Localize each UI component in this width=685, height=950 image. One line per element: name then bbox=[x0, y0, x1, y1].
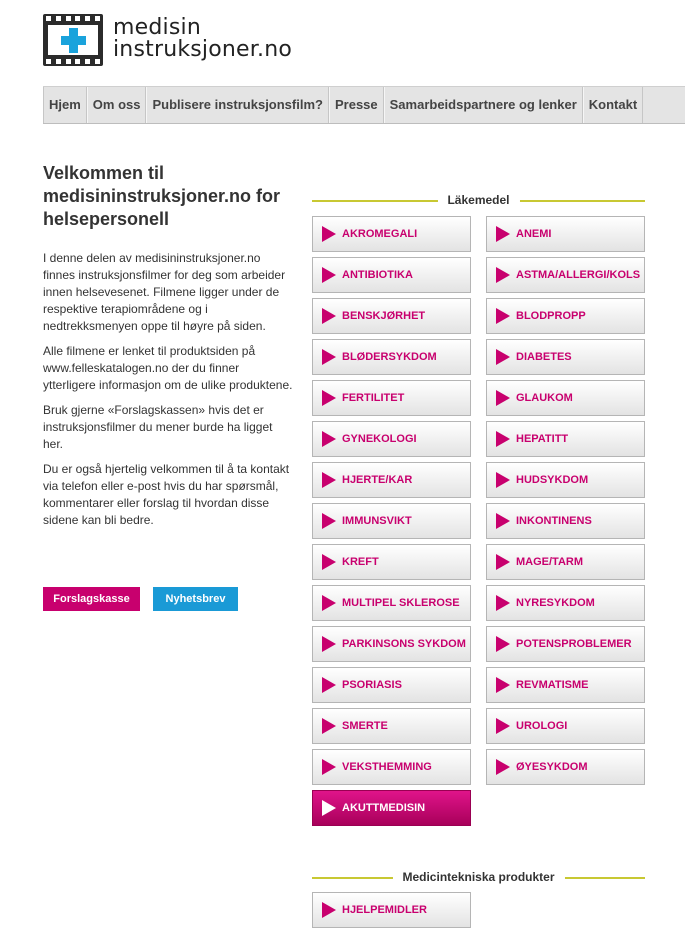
category-label: HEPATITT bbox=[516, 433, 569, 445]
category-button[interactable] bbox=[486, 462, 645, 498]
category-button[interactable] bbox=[312, 380, 471, 416]
category-button[interactable] bbox=[312, 892, 471, 928]
nav-item-kontakt[interactable]: Kontakt bbox=[583, 87, 643, 123]
play-arrow-icon bbox=[322, 513, 336, 529]
category-button[interactable] bbox=[312, 708, 471, 744]
lakemedel-category-grid bbox=[312, 216, 645, 826]
category-label: BLODPROPP bbox=[516, 310, 586, 322]
category-button[interactable] bbox=[312, 257, 471, 293]
page-title: Velkommen til medisininstruksjoner.no for helsepersonell bbox=[43, 163, 281, 229]
category-label: INKONTINENS bbox=[516, 515, 592, 527]
play-arrow-icon bbox=[496, 513, 510, 529]
category-button[interactable] bbox=[312, 298, 471, 334]
category-button[interactable] bbox=[486, 380, 645, 416]
logo-text bbox=[113, 17, 292, 61]
category-label: HUDSYKDOM bbox=[516, 474, 589, 486]
play-arrow-icon bbox=[322, 390, 336, 406]
medtech-category-grid bbox=[312, 892, 471, 928]
category-button[interactable] bbox=[312, 626, 471, 662]
category-button[interactable] bbox=[312, 462, 471, 498]
nav-item-om-oss[interactable]: Om oss bbox=[87, 87, 147, 123]
film-medical-cross-icon bbox=[43, 14, 103, 66]
play-arrow-icon bbox=[322, 226, 336, 242]
category-button[interactable] bbox=[312, 503, 471, 539]
play-arrow-icon bbox=[322, 472, 336, 488]
category-button[interactable] bbox=[312, 790, 471, 826]
play-arrow-icon bbox=[496, 349, 510, 365]
intro-paragraph-2: Alle filmene er lenket til produktsiden på www.felleskatalogen.no der du finner ytterligere informasjon om de ulike produktene. bbox=[43, 344, 293, 392]
category-button[interactable] bbox=[312, 339, 471, 375]
logo-line-1: medisin bbox=[113, 15, 201, 40]
intro-paragraph-3: Bruk gjerne «Forslagskassen» hvis det er instruksjonsfilmer du mener burde ha ligget her. bbox=[43, 403, 273, 451]
category-label: VEKSTHEMMING bbox=[342, 761, 432, 773]
category-button[interactable] bbox=[486, 216, 645, 252]
category-label: POTENSPROBLEMER bbox=[516, 638, 632, 650]
category-label: PARKINSONS SYKDOM bbox=[342, 638, 466, 650]
play-arrow-icon bbox=[496, 759, 510, 775]
category-label: HJELPEMIDLER bbox=[342, 904, 427, 916]
category-button[interactable] bbox=[486, 749, 645, 785]
play-arrow-icon bbox=[496, 390, 510, 406]
play-arrow-icon bbox=[322, 636, 336, 652]
category-button[interactable] bbox=[486, 708, 645, 744]
category-label: GYNEKOLOGI bbox=[342, 433, 417, 445]
play-arrow-icon bbox=[496, 226, 510, 242]
category-button[interactable] bbox=[312, 585, 471, 621]
play-arrow-icon bbox=[322, 677, 336, 693]
play-arrow-icon bbox=[322, 718, 336, 734]
play-arrow-icon bbox=[496, 595, 510, 611]
nav-item-publisere[interactable]: Publisere instruksjonsfilm? bbox=[146, 87, 329, 123]
play-arrow-icon bbox=[496, 718, 510, 734]
category-label: ASTMA/ALLERGI/KOLS bbox=[516, 269, 641, 281]
nav-item-presse[interactable]: Presse bbox=[329, 87, 384, 123]
play-arrow-icon bbox=[322, 349, 336, 365]
play-arrow-icon bbox=[322, 308, 336, 324]
category-button[interactable] bbox=[486, 339, 645, 375]
play-arrow-icon bbox=[496, 308, 510, 324]
play-arrow-icon bbox=[322, 902, 336, 918]
main-nav bbox=[43, 86, 685, 124]
category-label: AKUTTMEDISIN bbox=[342, 802, 426, 814]
category-label: HJERTE/KAR bbox=[342, 474, 413, 486]
category-label: ANEMI bbox=[516, 228, 552, 240]
medtech-heading bbox=[312, 869, 645, 885]
category-button[interactable] bbox=[312, 421, 471, 457]
category-label: BLØDERSYKDOM bbox=[342, 351, 437, 363]
newsletter-button[interactable]: Nyhetsbrev bbox=[153, 587, 238, 611]
category-label: SMERTE bbox=[342, 720, 388, 732]
category-button[interactable] bbox=[312, 749, 471, 785]
medtech-heading-label: Medicintekniska produkter bbox=[392, 869, 564, 885]
category-button[interactable] bbox=[312, 216, 471, 252]
category-label: MAGE/TARM bbox=[516, 556, 584, 568]
suggestion-box-button[interactable]: Forslagskasse bbox=[43, 587, 140, 611]
category-label: AKROMEGALI bbox=[342, 228, 418, 240]
lakemedel-heading bbox=[312, 192, 645, 208]
category-label: UROLOGI bbox=[516, 720, 568, 732]
category-label: KREFT bbox=[342, 556, 379, 568]
play-arrow-icon bbox=[496, 636, 510, 652]
play-arrow-icon bbox=[322, 267, 336, 283]
category-button[interactable] bbox=[486, 544, 645, 580]
category-label: MULTIPEL SKLEROSE bbox=[342, 597, 460, 609]
play-arrow-icon bbox=[322, 595, 336, 611]
play-arrow-icon bbox=[322, 759, 336, 775]
category-label: ØYESYKDOM bbox=[516, 761, 588, 773]
nav-item-samarbeidspartnere[interactable]: Samarbeidspartnere og lenker bbox=[384, 87, 583, 123]
category-label: DIABETES bbox=[516, 351, 572, 363]
category-button[interactable] bbox=[486, 626, 645, 662]
play-arrow-icon bbox=[322, 800, 336, 816]
logo-line-2: instruksjoner.no bbox=[113, 37, 293, 62]
play-arrow-icon bbox=[322, 431, 336, 447]
category-label: FERTILITET bbox=[342, 392, 405, 404]
category-label: PSORIASIS bbox=[342, 679, 402, 691]
category-label: REVMATISME bbox=[516, 679, 589, 691]
category-label: IMMUNSVIKT bbox=[342, 515, 412, 527]
category-button[interactable] bbox=[486, 503, 645, 539]
lakemedel-heading-label: Läkemedel bbox=[437, 192, 519, 208]
category-button[interactable] bbox=[486, 257, 645, 293]
category-label: NYRESYKDOM bbox=[516, 597, 595, 609]
play-arrow-icon bbox=[496, 267, 510, 283]
category-label: ANTIBIOTIKA bbox=[342, 269, 413, 281]
intro-paragraph-1: I denne delen av medisininstruksjoner.no finnes instruksjonsfilmer for deg som arbeider innen helsevesenet. Filmene ligger under de respektive terapiområdene og i nedtrekksmenyen oppe til høyre på siden. bbox=[43, 251, 286, 333]
category-button[interactable] bbox=[312, 667, 471, 703]
category-button[interactable] bbox=[486, 421, 645, 457]
nav-item-hjem[interactable]: Hjem bbox=[43, 87, 87, 123]
play-arrow-icon bbox=[496, 677, 510, 693]
play-arrow-icon bbox=[496, 431, 510, 447]
play-arrow-icon bbox=[496, 554, 510, 570]
category-label: GLAUKOM bbox=[516, 392, 573, 404]
category-button[interactable] bbox=[486, 667, 645, 703]
intro-paragraph-4: Du er også hjertelig velkommen til å ta kontakt via telefon eller e-post hvis du har spørsmål, kommentarer eller forslag til hvordan disse sidene kan bli bedre. bbox=[43, 462, 290, 527]
category-button[interactable] bbox=[486, 585, 645, 621]
play-arrow-icon bbox=[322, 554, 336, 570]
category-button[interactable] bbox=[486, 298, 645, 334]
intro-text bbox=[43, 250, 293, 537]
category-label: BENSKJØRHET bbox=[342, 310, 426, 322]
category-button[interactable] bbox=[312, 544, 471, 580]
play-arrow-icon bbox=[496, 472, 510, 488]
